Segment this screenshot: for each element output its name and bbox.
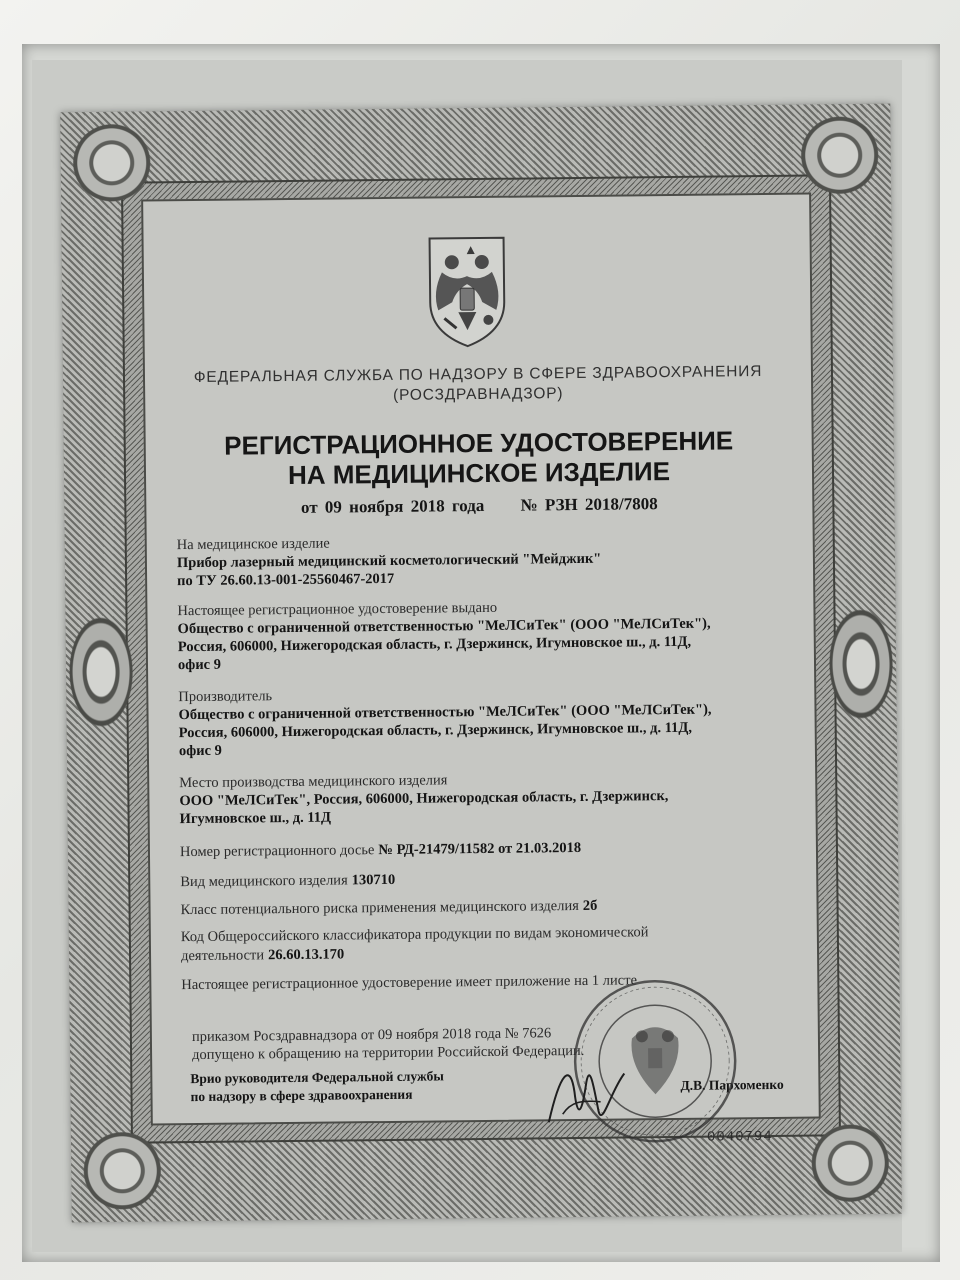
risk-class-label: Класс потенциального риска применения медицинского изделия <box>180 897 579 919</box>
issued-to-line: Россия, 606000, Нижегородская область, г. Дзержинск, Игумновское ш., д. 11Д, <box>177 633 692 656</box>
corner-ornament <box>805 1118 896 1209</box>
certificate-subtitle: НА МЕДИЦИНСКОЕ ИЗДЕЛИЕ <box>287 456 671 491</box>
dossier-value: № РД-21479/11582 от 21.03.2018 <box>378 839 582 859</box>
handwritten-signature <box>540 1051 631 1132</box>
coat-of-arms-icon <box>421 232 512 353</box>
order-line: допущено к обращению на территории Российской Федерации. <box>192 1042 585 1064</box>
agency-short-name: (РОСЗДРАВНАДЗОР) <box>393 385 564 404</box>
okp-code-row <box>181 945 344 965</box>
production-site-line: ООО "МеЛСиТек", Россия, 606000, Нижегородская область, г. Дзержинск, <box>179 788 669 810</box>
agency-name: ФЕДЕРАЛЬНАЯ СЛУЖБА ПО НАДЗОРУ В СФЕРЕ ЗДРАВООХРАНЕНИЯ <box>193 363 763 386</box>
number-sign: № <box>520 495 538 515</box>
okp-code-value: 26.60.13.170 <box>267 946 345 964</box>
dossier-label: Номер регистрационного досье <box>179 842 375 861</box>
certificate-title: РЕГИСТРАЦИОННОЕ УДОСТОВЕРЕНИЕ <box>224 425 734 461</box>
appendix-note: Настоящее регистрационное удостоверение имеет приложение на 1 листе <box>181 972 638 994</box>
production-site-line: Игумновское ш., д. 11Д <box>179 809 332 828</box>
issued-to-line: офис 9 <box>177 656 222 674</box>
certificate-sheet <box>60 104 902 1223</box>
risk-class-value: 2б <box>582 897 598 914</box>
issue-date: 09 ноября 2018 года <box>324 495 485 517</box>
corner-ornament <box>66 117 157 208</box>
manufacturer-line: Общество с ограниченной ответственностью "МеЛСиТек" (ООО "МеЛСиТек"), <box>178 701 712 724</box>
registration-number: РЗН 2018/7808 <box>544 494 658 515</box>
corner-ornament <box>794 110 885 201</box>
production-site-label: Место производства медицинского изделия <box>179 772 448 792</box>
manufacturer-line: Россия, 606000, Нижегородская область, г. Дзержинск, Игумновское ш., д. 11Д, <box>178 719 693 742</box>
device-label: На медицинское изделие <box>176 535 330 554</box>
device-name: Прибор лазерный медицинский косметологический "Мейджик" <box>176 550 602 572</box>
signatory-name: Д.В. Пархоменко <box>680 1076 784 1093</box>
serial-number: 0040794 <box>706 1128 773 1146</box>
device-type-row <box>180 871 395 891</box>
side-ornament <box>65 612 136 733</box>
device-spec: по ТУ 26.60.13-001-25560467-2017 <box>177 570 395 590</box>
signatory-title: по надзору в сфере здравоохранения <box>190 1086 413 1105</box>
okp-code-label-cont: деятельности <box>180 947 265 965</box>
side-ornament <box>825 604 896 725</box>
issued-to-label: Настоящее регистрационное удостоверение выдано <box>177 599 498 620</box>
issued-to-line: Общество с ограниченной ответственностью "МеЛСиТек" (ООО "МеЛСиТек"), <box>177 615 711 638</box>
signatory-title: Врио руководителя Федеральной службы <box>190 1068 444 1087</box>
okp-code-label: Код Общероссийского классификатора продукции по видам экономической <box>180 924 649 946</box>
device-type-value: 130710 <box>351 871 396 889</box>
date-prefix: от <box>300 497 318 517</box>
corner-ornament <box>77 1125 168 1216</box>
order-line: приказом Росздравнадзора от 09 ноября 2018 года № 7626 <box>191 1025 552 1046</box>
manufacturer-label: Производитель <box>178 688 273 706</box>
manufacturer-line: офис 9 <box>178 742 222 760</box>
device-type-label: Вид медицинского изделия <box>180 872 348 891</box>
